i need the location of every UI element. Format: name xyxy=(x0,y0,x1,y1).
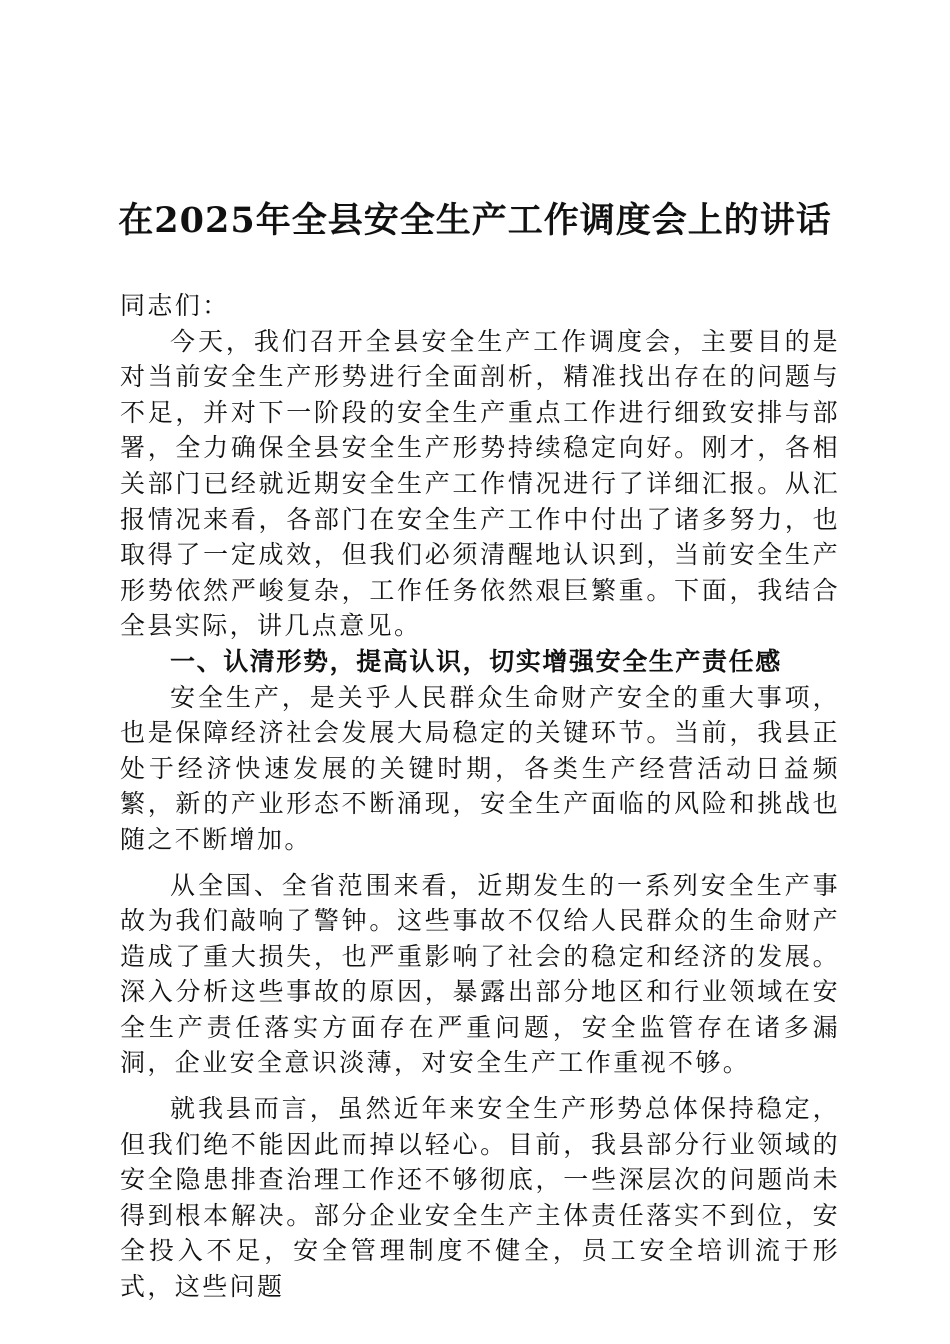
section-paragraph: 就我县而言，虽然近年来安全生产形势总体保持稳定，但我们绝不能因此而掉以轻心。目前，我县部分行业领域的安全隐患排查治理工作还不够彻底，一些深层次的问题尚未得到根本解决。部分企业安全生产主体责任落实不到位，安全投入不足，安全管理制度不健全，员工安全培训流于形式，这些问题 xyxy=(120,1094,840,1302)
document-body xyxy=(120,288,840,1305)
section-heading: 一、认清形势，提高认识，切实增强安全生产责任感 xyxy=(170,646,782,676)
intro-paragraph: 今天，我们召开全县安全生产工作调度会，主要目的是对当前安全生产形势进行全面剖析，精准找出存在的问题与不足，并对下一阶段的安全生产重点工作进行细致安排与部署，全力确保全县安全生产形势持续稳定向好。刚才，各相关部门已经就近期安全生产工作情况进行了详细汇报。从汇报情况来看，各部门在安全生产工作中付出了诸多努力，也取得了一定成效，但我们必须清醒地认识到，当前安全生产形势依然严峻复杂，工作任务依然艰巨繁重。下面，我结合全县实际，讲几点意见。 xyxy=(120,326,840,641)
greeting: 同志们： xyxy=(120,291,230,320)
section-paragraph: 安全生产，是关乎人民群众生命财产安全的重大事项，也是保障经济社会发展大局稳定的关键环节。当前，我县正处于经济快速发展的关键时期，各类生产经营活动日益频繁，新的产业形态不断涌现，安全生产面临的风险和挑战也随之不断增加。 xyxy=(120,682,840,854)
document-title: 在2025年全县安全生产工作调度会上的讲话 xyxy=(118,200,832,241)
section-paragraph: 从全国、全省范围来看，近期发生的一系列安全生产事故为我们敲响了警钟。这些事故不仅给人民群众的生命财产造成了重大损失，也严重影响了社会的稳定和经济的发展。深入分析这些事故的原因，暴露出部分地区和行业领域在安全生产责任落实方面存在严重问题，安全监管存在诸多漏洞，企业安全意识淡薄，对安全生产工作重视不够。 xyxy=(120,870,840,1078)
